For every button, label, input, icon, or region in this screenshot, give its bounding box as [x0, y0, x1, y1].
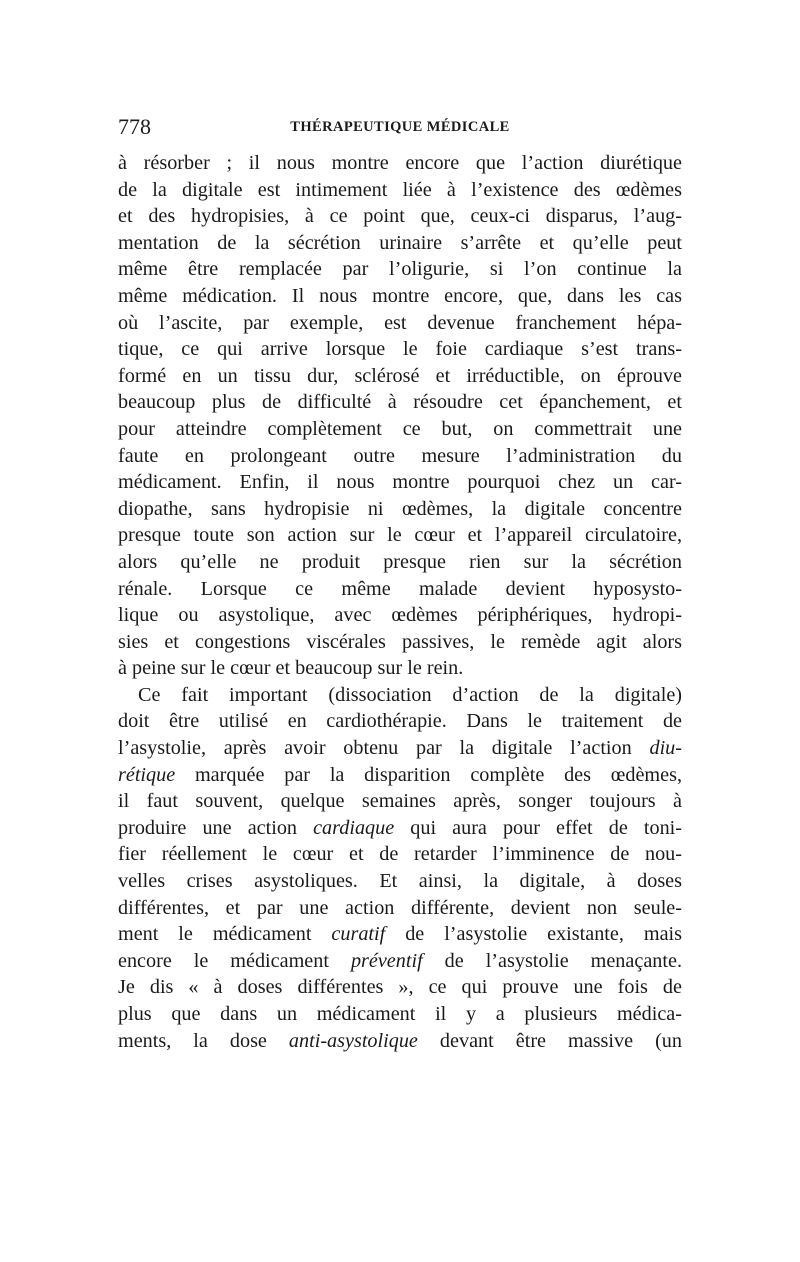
text-line [118, 203, 682, 230]
text-line [118, 1001, 682, 1028]
text-segment: même médication. Il nous montre encore, que, dans les cas [118, 284, 682, 307]
running-head: THÉRAPEUTIQUE MÉDICALE [290, 119, 510, 135]
text-segment: de l’asystolie menaçante. [422, 949, 682, 972]
text-segment: doit être utilisé en cardiothérapie. Dans le traitement de [118, 710, 682, 733]
text-line [118, 629, 682, 656]
text-line [118, 310, 682, 337]
italic-text: diu- [649, 737, 682, 760]
text-line [118, 416, 682, 443]
text-segment: tique, ce qui arrive lorsque le foie cardiaque s’est trans- [118, 338, 682, 361]
text-segment: l’asystolie, après avoir obtenu par la digitale l’action [118, 737, 650, 760]
text-segment: encore le médicament [118, 949, 351, 972]
text-segment: il faut souvent, quelque semaines après, songer toujours à [118, 790, 682, 813]
text-line [118, 655, 682, 682]
text-segment: devant être massive (un [417, 1029, 682, 1052]
text-line [118, 815, 682, 842]
text-line [118, 177, 682, 204]
italic-text: cardiaque [313, 816, 395, 839]
text-segment: qui aura pour effet de toni- [394, 816, 682, 839]
text-segment: alors qu’elle ne produit presque rien sur la sécrétion [118, 550, 682, 573]
page-number: 778 [118, 114, 151, 139]
text-line [118, 682, 682, 709]
text-segment: beaucoup plus de difficulté à résoudre cet épanchement, et [118, 391, 682, 414]
page-header [118, 114, 682, 148]
text-segment: à résorber ; il nous montre encore que l’action diurétique [118, 152, 682, 174]
text-segment: marquée par la disparition complète des œdèmes, [175, 763, 682, 786]
text-segment: fier réellement le cœur et de retarder l’imminence de nou- [118, 843, 682, 866]
text-segment: mentation de la sécrétion urinaire s’arrête et qu’elle peut [118, 231, 682, 254]
text-segment: sies et congestions viscérales passives, le remède agit alors [118, 630, 682, 653]
text-segment: de l’asystolie existante, mais [385, 923, 682, 946]
text-line [118, 389, 682, 416]
text-segment: Je dis « à doses différentes », ce qui prouve une fois de [118, 976, 682, 999]
text-line [118, 496, 682, 523]
text-line [118, 336, 682, 363]
text-line [118, 576, 682, 603]
text-line [118, 230, 682, 257]
text-segment: différentes, et par une action différente, devient non seule- [118, 896, 682, 919]
italic-text: anti-asystolique [288, 1029, 418, 1052]
text-segment: lique ou asystolique, avec œdèmes périphériques, hydropi- [118, 604, 682, 627]
body-text [118, 150, 682, 1054]
text-segment: formé en un tissu dur, sclérosé et irréductible, on éprouve [118, 364, 682, 387]
italic-text: rétique [118, 763, 176, 786]
text-line [118, 150, 682, 177]
text-line [118, 602, 682, 629]
text-segment: même être remplacée par l’oligurie, si l’on continue la [118, 258, 682, 281]
text-line [118, 762, 682, 789]
text-segment: rénale. Lorsque ce même malade devient hyposysto- [118, 577, 682, 600]
text-segment: presque toute son action sur le cœur et l’appareil circulatoire, [118, 524, 682, 547]
text-segment: médicament. Enfin, il nous montre pourquoi chez un car- [118, 471, 682, 494]
text-line [118, 469, 682, 496]
text-line [118, 868, 682, 895]
text-line [118, 522, 682, 549]
text-line [118, 735, 682, 762]
text-segment: pour atteindre complètement ce but, on commettrait une [118, 417, 682, 440]
text-line [118, 443, 682, 470]
text-segment: plus que dans un médicament il y a plusieurs médica- [118, 1003, 682, 1025]
text-line [118, 1028, 682, 1055]
text-line [118, 974, 682, 1001]
text-line [118, 283, 682, 310]
text-segment: Ce fait important (dissociation d’action de la digitale) [138, 683, 682, 706]
text-segment: à peine sur le cœur et beaucoup sur le rein. [118, 657, 464, 680]
text-line [118, 788, 682, 815]
text-segment: diopathe, sans hydropisie ni œdèmes, la digitale concentre [118, 497, 682, 520]
text-line [118, 708, 682, 735]
text-line [118, 549, 682, 576]
text-segment: velles crises asystoliques. Et ainsi, la digitale, à doses [118, 870, 682, 893]
italic-text: curatif [331, 923, 386, 946]
text-line [118, 363, 682, 390]
text-segment: et des hydropisies, à ce point que, ceux-ci disparus, l’aug- [118, 205, 682, 228]
text-segment: produire une action [118, 816, 314, 839]
text-segment: de la digitale est intimement liée à l’existence des œdèmes [118, 178, 682, 201]
text-line [118, 895, 682, 922]
text-line [118, 841, 682, 868]
text-line [118, 921, 682, 948]
text-segment: faute en prolongeant outre mesure l’administration du [118, 444, 682, 467]
text-segment: ment le médicament [118, 923, 332, 946]
text-segment: où l’ascite, par exemple, est devenue franchement hépa- [118, 311, 682, 334]
text-segment: ments, la dose [118, 1029, 289, 1052]
italic-text: préventif [350, 949, 423, 972]
text-line [118, 256, 682, 283]
text-line [118, 948, 682, 975]
